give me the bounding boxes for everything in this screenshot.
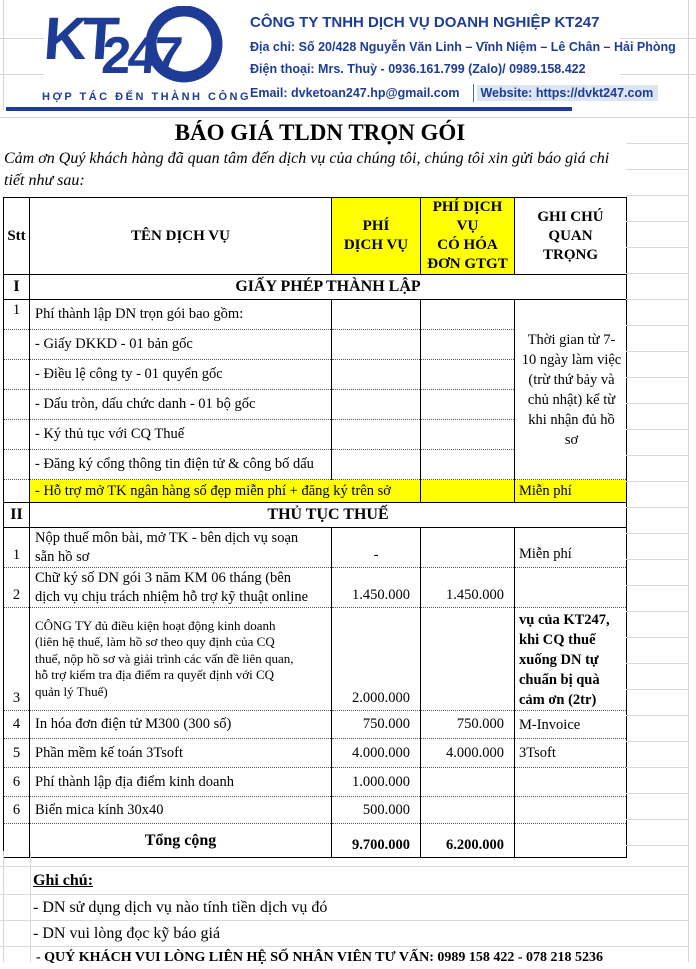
fee-cell (332, 390, 421, 420)
fee-cell (332, 420, 421, 450)
logo-247-text: 247 (99, 27, 182, 85)
fee-vat-cell (421, 768, 515, 797)
section1-header-row (4, 275, 627, 300)
fee-cell: 1.000.000 (332, 768, 421, 797)
note-line-1: - DN sử dụng dịch vụ nào tính tiền dịch vụ đó (0, 895, 689, 921)
service-name: - Đăng ký cổng thông tin điện tử & công bố dấu (30, 450, 332, 480)
section2-title: THỦ TỤC THUẾ (30, 503, 627, 528)
row-stt: 2 (4, 568, 30, 608)
service-name: Phần mềm kế toán 3Tsoft (30, 739, 332, 768)
footer-notes (0, 851, 689, 969)
row-stt (4, 360, 30, 390)
row-stt (4, 330, 30, 360)
note-cell (515, 768, 627, 797)
gridline-vertical-right (688, 0, 689, 962)
cell-cursor (473, 84, 474, 102)
highlight-row (4, 480, 627, 503)
notes-title-text: Ghi chú: (33, 871, 94, 889)
fee-cell (332, 360, 421, 390)
company-address: Địa chỉ: Số 20/428 Nguyễn Văn Linh – Vĩnh Niệm – Lê Chân – Hải Phòng (250, 40, 676, 54)
table-row (4, 608, 627, 711)
table-row (4, 568, 627, 608)
row-stt: 6 (4, 797, 30, 824)
service-name: Chữ ký số DN gói 3 năm KM 06 tháng (bên dịch vụ chịu trách nhiệm hỗ trợ kỹ thuật online (30, 568, 332, 608)
fee-vat-cell (421, 528, 515, 568)
spacer-row (0, 851, 689, 867)
service-name: Nộp thuế môn bài, mở TK - bên dịch vụ soạn sẵn hồ sơ (30, 528, 332, 568)
fee-cell: 1.450.000 (332, 568, 421, 608)
service-name: - Điều lệ công ty - 01 quyển gốc (30, 360, 332, 390)
section1-number: I (4, 275, 30, 300)
highlight-note: Miễn phí (515, 480, 627, 503)
fee-vat-cell (421, 360, 515, 390)
fee-vat-cell: 750.000 (421, 711, 515, 739)
fee-cell: 750.000 (332, 711, 421, 739)
header-divider (6, 107, 572, 111)
company-name: CÔNG TY TNHH DỊCH VỤ DOANH NGHIỆP KT247 (250, 14, 600, 31)
note-cell: M-Invoice (515, 711, 627, 739)
company-email: Email: dvketoan247.hp@gmail.com (250, 86, 460, 100)
letterhead (0, 0, 696, 113)
fee-cell (332, 450, 421, 480)
note-line-2: - DN vui lòng đọc kỹ báo giá (0, 921, 689, 947)
fee-cell (332, 330, 421, 360)
intro-text: Cảm ơn Quý khách hàng đã quan tâm đến dịch vụ của chúng tôi, chúng tôi xin gửi báo giá chi tiết như sau: (4, 150, 610, 189)
company-website: Website: https://dvkt247.com (477, 85, 658, 101)
section2-header-row (4, 503, 627, 528)
col-header-note: GHI CHÚ QUAN TRỌNG (515, 198, 627, 275)
note-cell: vụ của KT247, khi CQ thuế xuống DN tự chuẩn bị quà cảm ơn (2tr) (515, 608, 627, 711)
table-row (4, 768, 627, 797)
service-name: - Dấu tròn, dấu chức danh - 01 bộ gốc (30, 390, 332, 420)
col-header-fee-vat: PHÍ DỊCH VỤ CÓ HÓA ĐƠN GTGT (421, 198, 515, 275)
notes-title (0, 867, 689, 895)
fee-cell: 4.000.000 (332, 739, 421, 768)
fee-vat-cell (421, 608, 515, 711)
note-cell: 3Tsoft (515, 739, 627, 768)
company-info (250, 14, 690, 110)
logo-tagline: HỢP TÁC ĐẾN THÀNH CÔNG (42, 91, 252, 103)
row-stt: 1 (4, 300, 30, 330)
row-stt (4, 480, 30, 503)
fee-vat-cell (421, 797, 515, 824)
fee-cell: 2.000.000 (332, 608, 421, 711)
service-name: - Giấy DKKD - 01 bản gốc (30, 330, 332, 360)
fee-vat-cell: 1.450.000 (421, 568, 515, 608)
note-cell (515, 568, 627, 608)
table-row (4, 739, 627, 768)
contact-line: - QUÝ KHÁCH VUI LÒNG LIÊN HỆ SỐ NHÂN VIÊN TƯ VẤN: 0989 158 422 - 078 218 5236 (36, 950, 604, 965)
company-logo (41, 5, 239, 90)
service-name: Biển mica kính 30x40 (30, 797, 332, 824)
section2-number: II (4, 503, 30, 528)
note-cell: Miễn phí (515, 528, 627, 568)
fee-vat-cell: 4.000.000 (421, 739, 515, 768)
total-label: Tổng cộng (30, 824, 332, 858)
row-stt (4, 450, 30, 480)
company-phone: Điện thoại: Mrs. Thuỳ - 0936.161.799 (Zalo)/ 0989.158.422 (250, 62, 586, 76)
row-stt: 1 (4, 528, 30, 568)
total-fee: 9.700.000 (332, 824, 421, 858)
fee-cell (332, 300, 421, 330)
table-row (4, 711, 627, 739)
section1-note: Thời gian từ 7- 10 ngày làm việc (trừ thứ bảy và chủ nhật) kể từ khi nhận đủ hồ sơ (515, 300, 627, 480)
note-cell (515, 797, 627, 824)
service-name: Phí thành lập địa điểm kinh doanh (30, 768, 332, 797)
col-header-fee: PHÍ DỊCH VỤ (332, 198, 421, 275)
row-stt: 3 (4, 608, 30, 711)
service-name-highlight: - Hỗ trợ mở TK ngân hàng số đẹp miễn phí + đăng ký trên sở (30, 480, 421, 503)
col-header-stt: Stt (4, 198, 30, 275)
service-name: In hóa đơn điện tử M300 (300 số) (30, 711, 332, 739)
col-header-name: TÊN DỊCH VỤ (30, 198, 332, 275)
table-row (4, 797, 627, 824)
company-contact-row (250, 84, 690, 102)
row-stt: 5 (4, 739, 30, 768)
quotation-table (3, 197, 627, 858)
total-fee-vat: 6.200.000 (421, 824, 515, 858)
row-stt: 6 (4, 768, 30, 797)
row-stt (4, 420, 30, 450)
row-stt (4, 390, 30, 420)
fee-vat-cell (421, 330, 515, 360)
gridline-horizontal-5 (0, 117, 696, 118)
fee-vat-cell (421, 390, 515, 420)
table-row (4, 300, 627, 330)
spreadsheet-cells-strip (626, 118, 688, 848)
service-name: - Ký thủ tục với CQ Thuế (30, 420, 332, 450)
service-name: CÔNG TY đủ điều kiện hoạt động kinh doanh (liên hệ thuế, làm hồ sơ theo quy định của CQ thuế, nộp hồ sơ và giải trình các vấn đề liên quan, hỗ trợ kiểm tra địa điểm ra quyết định với CQ quản lý Thuế) (30, 608, 332, 711)
service-name: Phí thành lập DN trọn gói bao gồm: (30, 300, 332, 330)
table-header-row (4, 198, 627, 275)
table-row (4, 528, 627, 568)
fee-vat-cell (421, 420, 515, 450)
section1-title: GIẤY PHÉP THÀNH LẬP (30, 275, 627, 300)
logo-kt-text: KT (41, 5, 117, 72)
fee-vat-cell (421, 450, 515, 480)
fee-vat-cell (421, 300, 515, 330)
fee-cell: - (332, 528, 421, 568)
fee-cell: 500.000 (332, 797, 421, 824)
page-title: BÁO GIÁ TLDN TRỌN GÓI (174, 120, 466, 145)
fee-vat-cell (421, 480, 515, 503)
row-stt: 4 (4, 711, 30, 739)
